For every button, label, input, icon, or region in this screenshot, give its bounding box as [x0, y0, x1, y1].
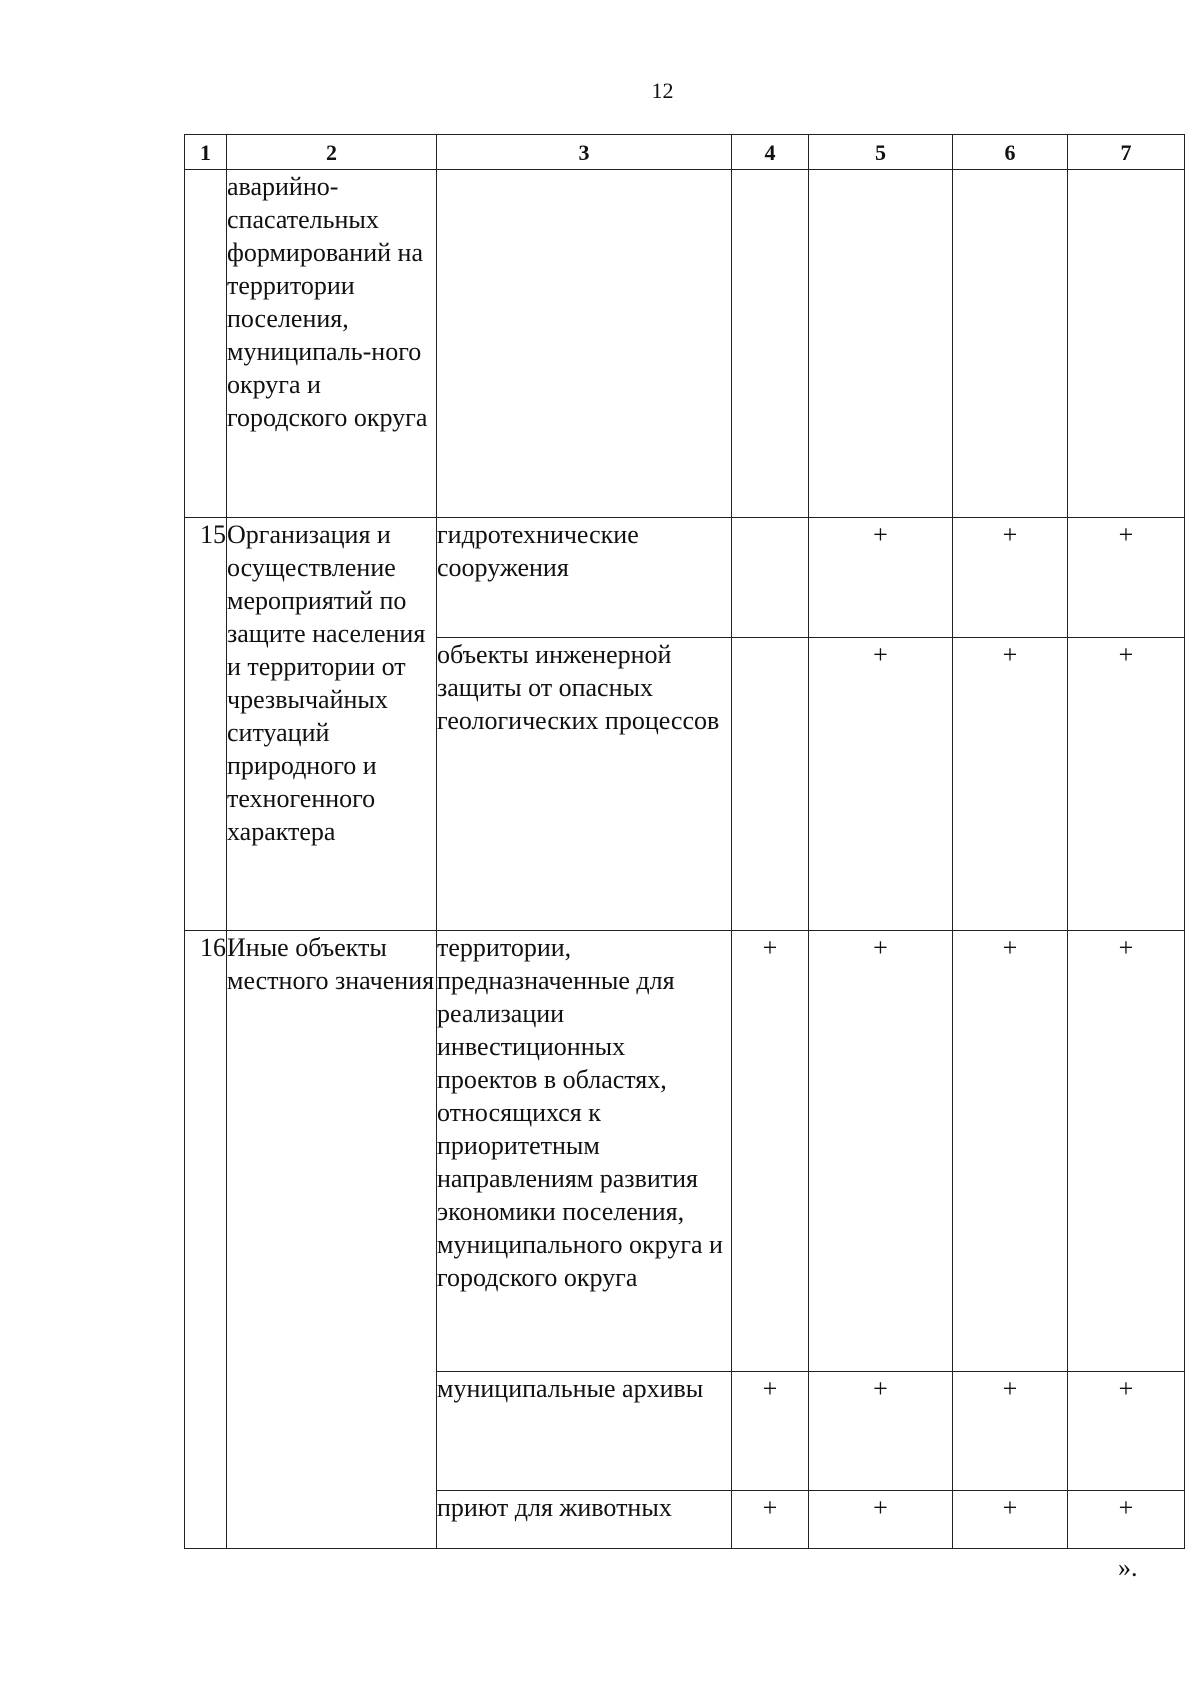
mark-cell: + [1068, 1491, 1185, 1549]
mark-cell [1068, 170, 1185, 518]
mark-cell [953, 170, 1068, 518]
header-cell-4: 4 [732, 135, 809, 170]
object-cell: объекты инженерной защиты от опасных геологических процессов [437, 638, 732, 931]
object-cell: приют для животных [437, 1491, 732, 1549]
row-number: 16 [185, 931, 227, 1549]
mark-cell [732, 518, 809, 638]
mark-cell [732, 638, 809, 931]
row-title: Иные объекты местного значения [227, 931, 437, 1549]
mark-cell: + [1068, 1372, 1185, 1491]
table-row [185, 931, 1185, 1372]
mark-cell: + [809, 1491, 953, 1549]
mark-cell: + [809, 518, 953, 638]
row-number-cell [185, 170, 227, 518]
mark-cell: + [809, 1372, 953, 1491]
mark-cell: + [1068, 518, 1185, 638]
header-cell-1: 1 [185, 135, 227, 170]
mark-cell: + [953, 1372, 1068, 1491]
object-cell: гидротехнические сооружения [437, 518, 732, 638]
mark-cell [809, 170, 953, 518]
mark-cell: + [953, 638, 1068, 931]
object-cell [437, 170, 732, 518]
mark-cell: + [953, 1491, 1068, 1549]
mark-cell: + [1068, 638, 1185, 931]
mark-cell: + [809, 931, 953, 1372]
continuation-label: аварийно-спасательных формирований на территории поселения, муниципаль-ного округа и городского округа [227, 170, 437, 518]
closing-quote: ». [1118, 1553, 1138, 1582]
row-title: Организация и осуществление мероприятий по защите населения и территории от чрезвычайных ситуаций природного и техногенного характера [227, 518, 437, 931]
table-row [185, 170, 1185, 518]
planning-objects-table [184, 134, 1185, 1549]
header-cell-6: 6 [953, 135, 1068, 170]
mark-cell [732, 170, 809, 518]
header-cell-2: 2 [227, 135, 437, 170]
mark-cell: + [953, 931, 1068, 1372]
object-cell: муниципальные архивы [437, 1372, 732, 1491]
mark-cell: + [732, 1491, 809, 1549]
table-header-row [185, 135, 1185, 170]
header-cell-3: 3 [437, 135, 732, 170]
header-cell-7: 7 [1068, 135, 1185, 170]
table-row [185, 518, 1185, 638]
object-cell: территории, предназначенные для реализации инвестиционных проектов в областях, относящихся к приоритетным направлениям развития экономики поселения, муниципального округа и городского округа [437, 931, 732, 1372]
mark-cell: + [1068, 931, 1185, 1372]
row-number: 15 [185, 518, 227, 931]
page-number: 12 [651, 78, 674, 103]
mark-cell: + [809, 638, 953, 931]
mark-cell: + [732, 931, 809, 1372]
mark-cell: + [732, 1372, 809, 1491]
header-cell-5: 5 [809, 135, 953, 170]
mark-cell: + [953, 518, 1068, 638]
